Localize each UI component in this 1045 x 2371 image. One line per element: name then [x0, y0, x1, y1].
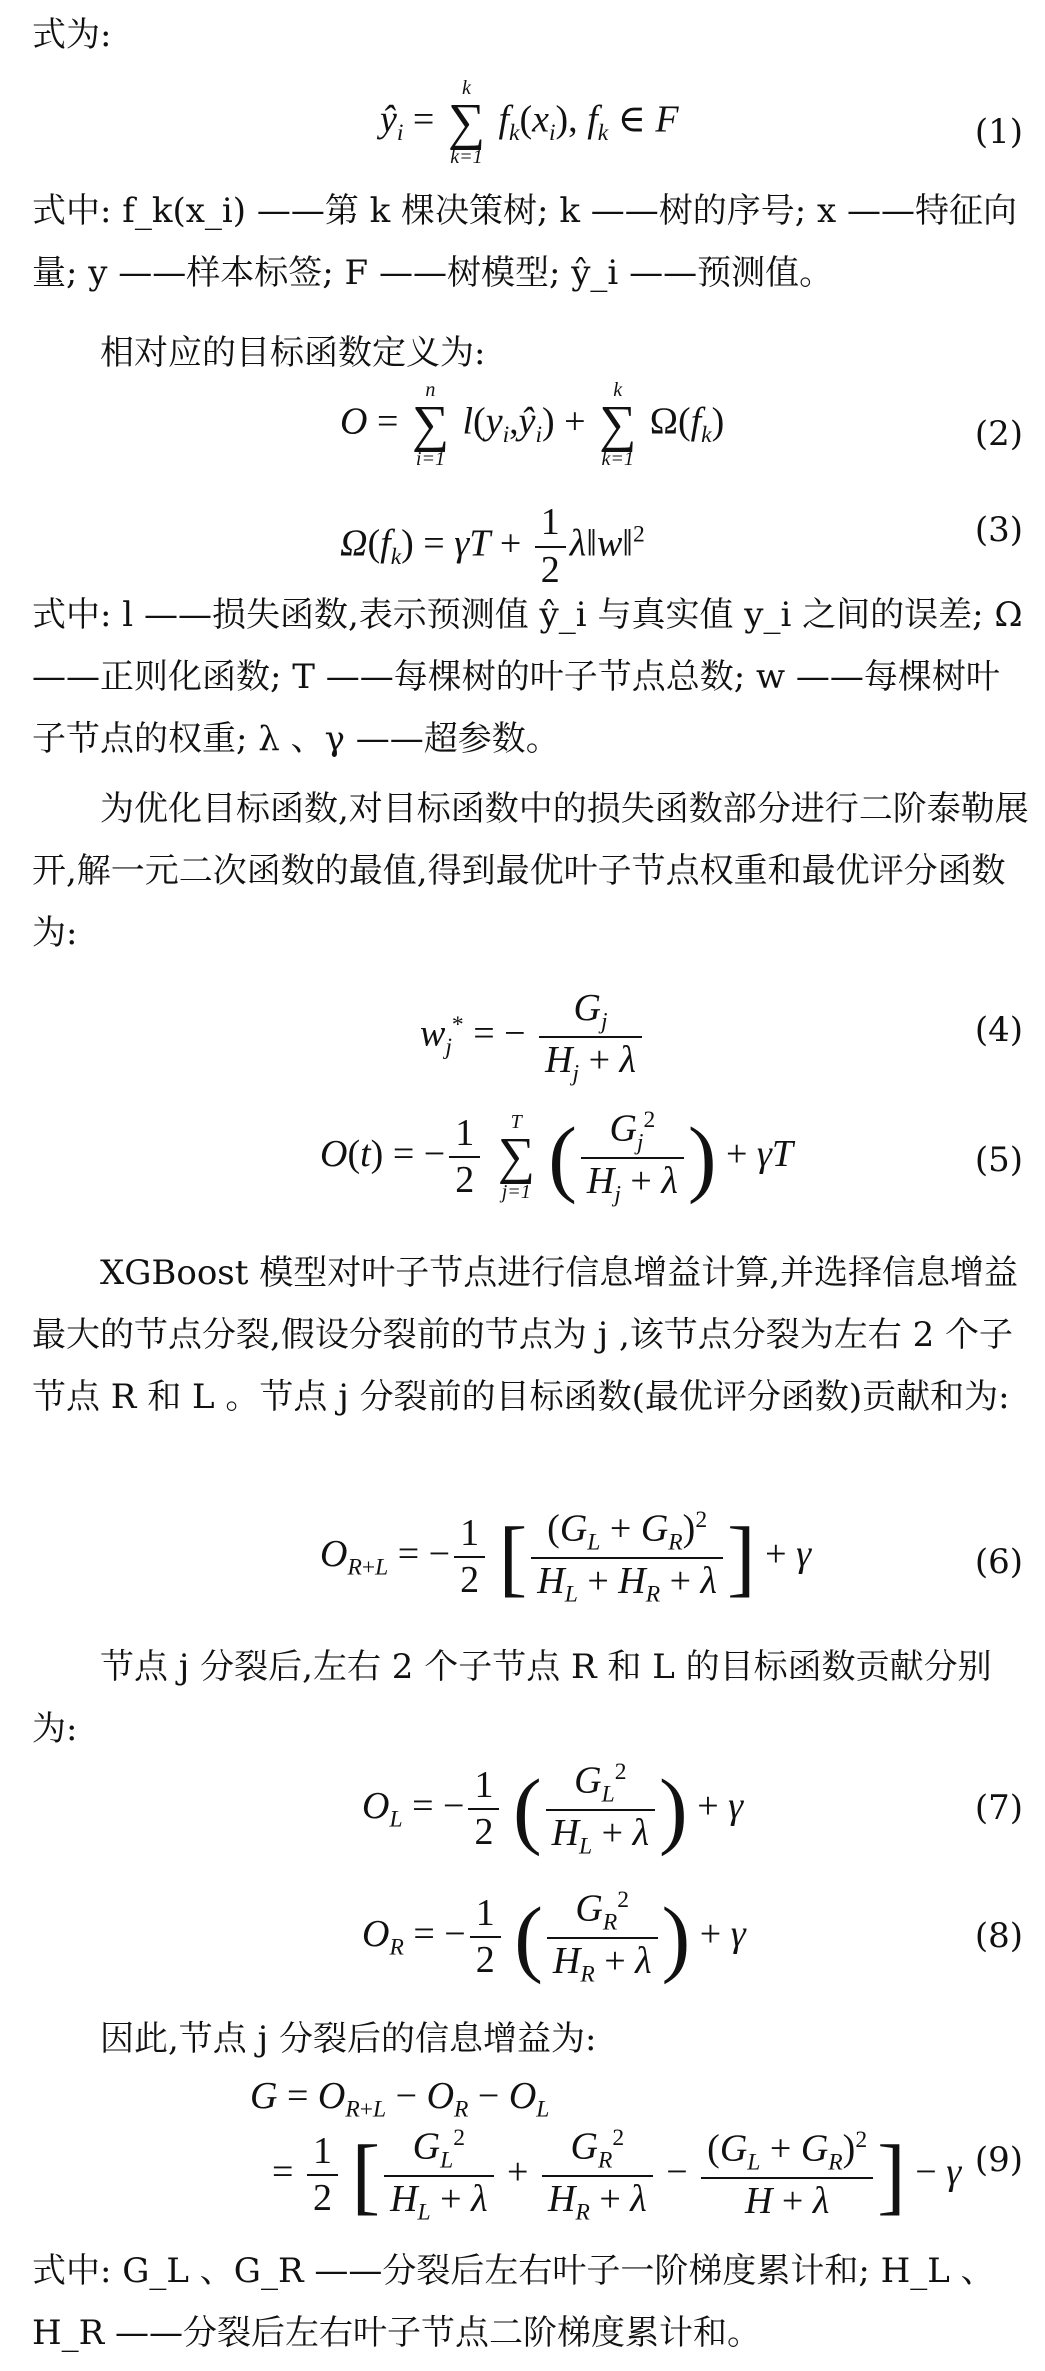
- text-objective-intro: 相对应的目标函数定义为:: [100, 333, 486, 373]
- equation-4: $w_j^*$ = − $\frac{G_j}{H_j + \lambda}$ (4): [420, 987, 1023, 1087]
- equation-number: (9): [974, 2140, 1023, 2180]
- equation-3: $\Omega(f_k) = \gamma T$ + $\frac{1}{2}$ λ‖w‖$^2$ (3): [340, 501, 1023, 591]
- equation-number: (3): [974, 510, 1023, 550]
- equation-1: $ŷ_i$ = k ∑ k=1 $f_k(x_i)$, $f_k$ ∈ F (1): [380, 77, 1023, 169]
- equation-number: (6): [974, 1542, 1023, 1582]
- equation-8: $O_R$ = − $\frac{1}{2}$ ( $\frac{G_R^2}{H_R + \lambda}$ ) + γ (8): [362, 1887, 1023, 1988]
- equation-number: (4): [974, 1010, 1023, 1050]
- text-taylor-expansion: 为优化目标函数,对目标函数中的损失函数部分进行二阶泰勒展开,解一元二次函数的最值,得到最优叶子节点权重和最优评分函数为:: [32, 789, 1029, 953]
- text-eq3-definitions: 式中: l ——损失函数,表示预测值 ŷ_i 与真实值 y_i 之间的误差; Ω ——正则化函数; T ——每棵树的叶子节点总数; w ——每棵树叶子节点的权重; λ 、γ ——超参数。: [32, 595, 1023, 759]
- equation-2: O = n ∑ i=1 $l(y_i,ŷ_i)$ + k ∑ k=1 $\Omega(f_k)$ (2): [340, 379, 1023, 471]
- equation-5: O(t) = − $\frac{1}{2}$ T ∑ j=1 ( $\frac{G_j^2}{H_j + \lambda}$ ) + γT (5): [320, 1107, 1023, 1208]
- equation-7: $O_L$ = − $\frac{1}{2}$ ( $\frac{G_L^2}{H_L + \lambda}$ ) + γ (7): [362, 1759, 1023, 1860]
- text-info-gain-intro: 因此,节点 j 分裂后的信息增益为:: [100, 2019, 597, 2059]
- equation-number: (1): [974, 112, 1023, 152]
- text-eq1-definitions: 式中: f_k(x_i) ——第 k 棵决策树; k ——树的序号; x ——特征向量; y ——样本标签; F ——树模型; ŷ_i ——预测值。: [32, 191, 1017, 293]
- text-xgboost-split: XGBoost 模型对叶子节点进行信息增益计算,并选择信息增益最大的节点分裂,假设分裂前的节点为 j ,该节点分裂为左右 2 个子节点 R 和 L 。节点 j 分裂前的目标函数(最优评分函数)贡献和为:: [32, 1253, 1019, 1417]
- equation-number: (5): [974, 1140, 1023, 1180]
- text-after-split: 节点 j 分裂后,左右 2 个子节点 R 和 L 的目标函数贡献分别为:: [32, 1647, 992, 1749]
- text-intro: 式为:: [32, 15, 112, 55]
- equation-6: $O_{R+L}$ = − $\frac{1}{2}$ [ $\frac{(G_L + G_R)^2}{H_L + H_R + \lambda}$ ] + γ (6): [320, 1507, 1023, 1608]
- equation-number: (8): [974, 1916, 1023, 1956]
- equation-9: $G = O_{R+L} - O_R - O_L$ = $\frac{1}{2}$ [ $\frac{G_L^2}{H_L + \lambda}$ + $\frac{G_R^2}{H_R + \lambda}$ − $\frac{(G_L + G_R)^2}{H + \lambda}$ ] − γ (9): [250, 2075, 1023, 2226]
- text-eq9-definitions: 式中: G_L 、G_R ——分裂后左右叶子一阶梯度累计和; H_L 、H_R ——分裂后左右叶子节点二阶梯度累计和。: [32, 2251, 995, 2353]
- equation-number: (2): [974, 414, 1023, 454]
- equation-number: (7): [974, 1788, 1023, 1828]
